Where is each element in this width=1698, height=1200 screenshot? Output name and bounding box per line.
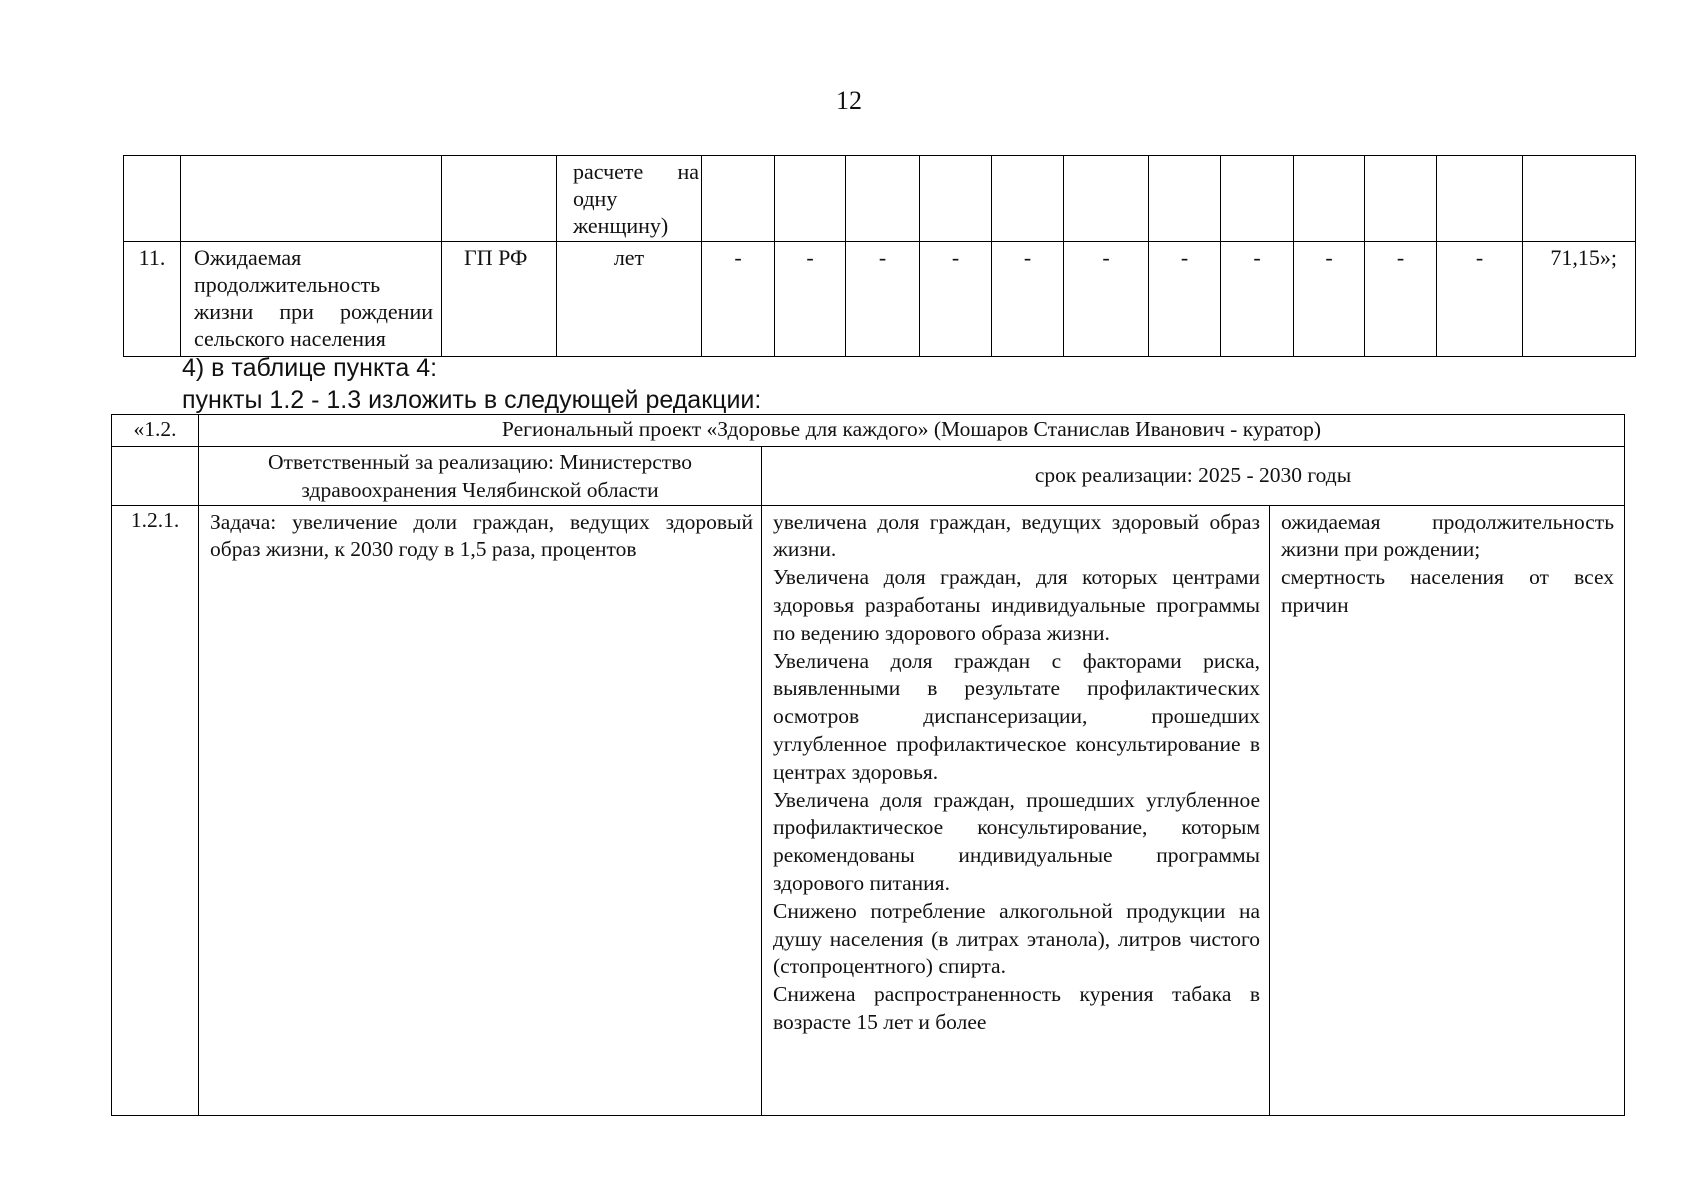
final-value-cell: 71,15»;: [1523, 242, 1636, 357]
row-number: 11.: [124, 242, 181, 357]
table-row: [124, 156, 1636, 242]
indicator-unit: лет: [557, 242, 702, 357]
indicator-name: Ожидаемая продолжительность жизни при рождении сельского населения: [181, 242, 442, 357]
value-cell: -: [1221, 242, 1294, 357]
result-item: Увеличена доля граждан, прошедших углубленное профилактическое консультирование, которым рекомендованы индивидуальные программы здорового питания.: [773, 787, 1260, 895]
value-cell: -: [1294, 242, 1365, 357]
section-number: «1.2.: [112, 415, 199, 447]
table-row: [124, 242, 1636, 357]
indicators-table: [123, 155, 1636, 357]
project-table: [111, 414, 1625, 1116]
value-cell: -: [1365, 242, 1437, 357]
result-item: Снижена распространенность курения табака в возрасте 15 лет и более: [773, 982, 1260, 1034]
result-item: Увеличена доля граждан, для которых центрами здоровья разработаны индивидуальные программы по ведению здорового образа жизни.: [773, 565, 1260, 645]
result-item: Увеличена доля граждан с факторами риска, выявленными в результате профилактических осмотров диспансеризации, прошедших углубленное профилактическое консультирование в центрах здоровья.: [773, 648, 1260, 784]
value-cell: -: [920, 242, 992, 357]
task-description: [199, 505, 762, 1115]
responsible-cell: Ответственный за реализацию: Министерство здравоохранения Челябинской области: [199, 447, 762, 506]
indicators-cell: [1270, 505, 1625, 1115]
value-cell: -: [775, 242, 846, 357]
value-cell: -: [1149, 242, 1221, 357]
indicator-source: ГП РФ: [442, 242, 557, 357]
value-cell: -: [1437, 242, 1523, 357]
task-text: Задача: увеличение доли граждан, ведущих здоровый образ жизни, к 2030 году в 1,5 раза, процентов: [210, 509, 753, 562]
task-number: 1.2.1.: [112, 505, 199, 1115]
value-cell: -: [702, 242, 775, 357]
unit-cell: расчете на одну женщину): [557, 156, 702, 242]
value-cell: -: [992, 242, 1064, 357]
indicator-item: смертность населения от всех причин: [1281, 565, 1615, 617]
value-cell: -: [846, 242, 920, 357]
value-cell: -: [1064, 242, 1149, 357]
intro-line-1: 4) в таблице пункта 4:: [182, 354, 438, 382]
project-title: Региональный проект «Здоровье для каждого» (Мошаров Станислав Иванович - куратор): [199, 415, 1625, 447]
intro-line-2: пункты 1.2 - 1.3 изложить в следующей редакции:: [182, 386, 762, 414]
table-row: [112, 447, 1625, 506]
indicator-item: ожидаемая продолжительность жизни при рождении;: [1281, 509, 1615, 562]
term-cell: срок реализации: 2025 - 2030 годы: [762, 447, 1625, 506]
table-row: [112, 505, 1625, 1115]
table-row: [112, 415, 1625, 447]
result-item: увеличена доля граждан, ведущих здоровый образ жизни.: [773, 509, 1260, 562]
results-cell: [762, 505, 1270, 1115]
page-number: 12: [836, 86, 862, 115]
result-item: Снижено потребление алкогольной продукции на душу населения (в литрах этанола), литров чистого (стопроцентного) спирта.: [773, 898, 1260, 979]
